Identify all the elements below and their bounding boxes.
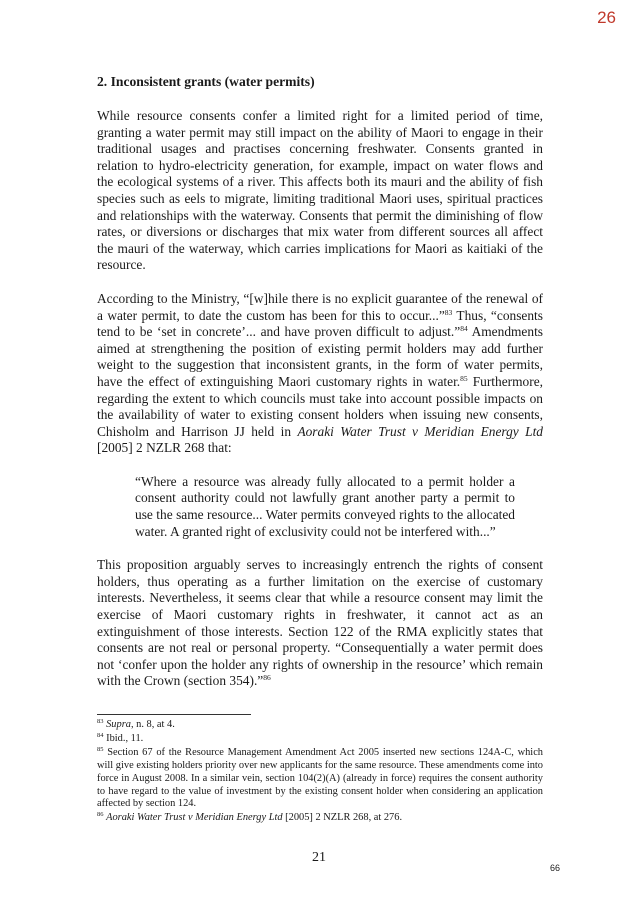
footnote-ref-83[interactable]: 83 [444, 307, 453, 317]
footnote-number: 86 [97, 811, 104, 819]
footnote-86 [97, 812, 543, 825]
paragraph-2-text: Thus, “consents tend to be ‘set in concrete’... and have proven difficult to adjust.” [97, 307, 543, 340]
section-heading: 2. Inconsistent grants (water permits) [97, 74, 315, 89]
footnote-text: Section 67 of the Resource Management Amendment Act 2005 inserted new sections 124A-C, which will give existing holders priority over new applicants for the same resource. These amendments come into force in August 2008. In a similar vein, section 104(2)(A) (already in force) requires the consent authority to have regard to the value of investment by the existing consent holder when considering an application affected by section 124. [97, 747, 543, 810]
footnotes [97, 719, 543, 827]
footnote-85 [97, 747, 543, 811]
page-badge: 26 [597, 8, 616, 27]
main-content [97, 74, 543, 707]
case-citation: Aoraki Water Trust v Meridian Energy Ltd [297, 423, 543, 439]
block-quote: “Where a resource was already fully allocated to a permit holder a consent authority could not lawfully grant another party a permit to use the same resource... Water permits conveyed rights to the allocated water. A granted right of exclusivity could not be interfered with...” [135, 473, 515, 539]
footnote-text: Ibid., 11. [106, 733, 144, 745]
footnote-divider [97, 714, 251, 715]
paragraph-1: While resource consents confer a limited right for a limited period of time, granting a water permit may still impact on the ability of Maori to engage in their traditional usages and practises concerning freshwater. Consents granted in relation to hydro-electricity generation, for example, impact on water flows and the ecological systems of a river. This affects both its mauri and the ability of fish species such as eels to migrate, limiting traditional Maori uses, spiritual practices and relationships with the waterway. Consents that permit the diminishing of flow rates, or diversions or discharges that mix water from different sources all affect the mauri of the waterway, which carries implications for Maori as kaitiaki of the resource. [97, 108, 543, 273]
paragraph-3-text: This proposition arguably serves to increasingly entrench the rights of consent holders, thus operating as a further limitation on the exercise of customary interests. Nevertheless, it seems clear that while a resource consent may limit the exercise of Maori customary rights in freshwater, it cannot act as an extinguishment of those interests. Section 122 of the RMA explicitly states that consents are not real or personal property. “Consequentially a water permit does not ‘confer upon the holder any rights of ownership in the resource’ which remain with the Crown (section 354).” [97, 557, 543, 689]
footnote-ref-84[interactable]: 84 [460, 324, 468, 334]
footnote-ref-86[interactable]: 86 [263, 673, 271, 683]
paragraph-2-text: Amendments aimed at strengthening the position of existing permit holders may add further weight to the suggestion that inconsistent grants, in the form of water permits, have the effect of extinguishing Maori customary rights in water. [97, 324, 543, 389]
footnote-italic: Supra [106, 719, 131, 730]
footnote-number: 84 [97, 732, 104, 740]
paragraph-2-text: According to the Ministry, “[w]hile there is no explicit guarantee of the renewal of a water permit, to date the custom has been for this to occur...” [97, 290, 543, 323]
footnote-ref-85[interactable]: 85 [460, 373, 468, 383]
footnote-83 [97, 719, 543, 732]
footnote-number: 85 [97, 746, 104, 754]
corner-page-number: 66 [549, 863, 560, 873]
paragraph-2-text: [2005] 2 NZLR 268 that: [97, 440, 232, 456]
footnote-text: [2005] 2 NZLR 268, at 276. [282, 812, 403, 824]
paragraph-2 [97, 291, 543, 457]
footnote-84 [97, 733, 543, 746]
page-number: 21 [312, 850, 326, 865]
paragraph-3 [97, 557, 543, 690]
footnote-number: 83 [97, 718, 104, 725]
footnote-italic: Aoraki Water Trust v Meridian Energy Ltd [106, 812, 283, 824]
footnote-text: , n. 8, at 4. [130, 719, 175, 730]
paragraph-2-text: Furthermore, regarding the extent to which councils must take into account possible impacts on the availability of water to existing consent holders when issuing new consents, Chisholm and Harrison JJ held in [97, 373, 543, 439]
